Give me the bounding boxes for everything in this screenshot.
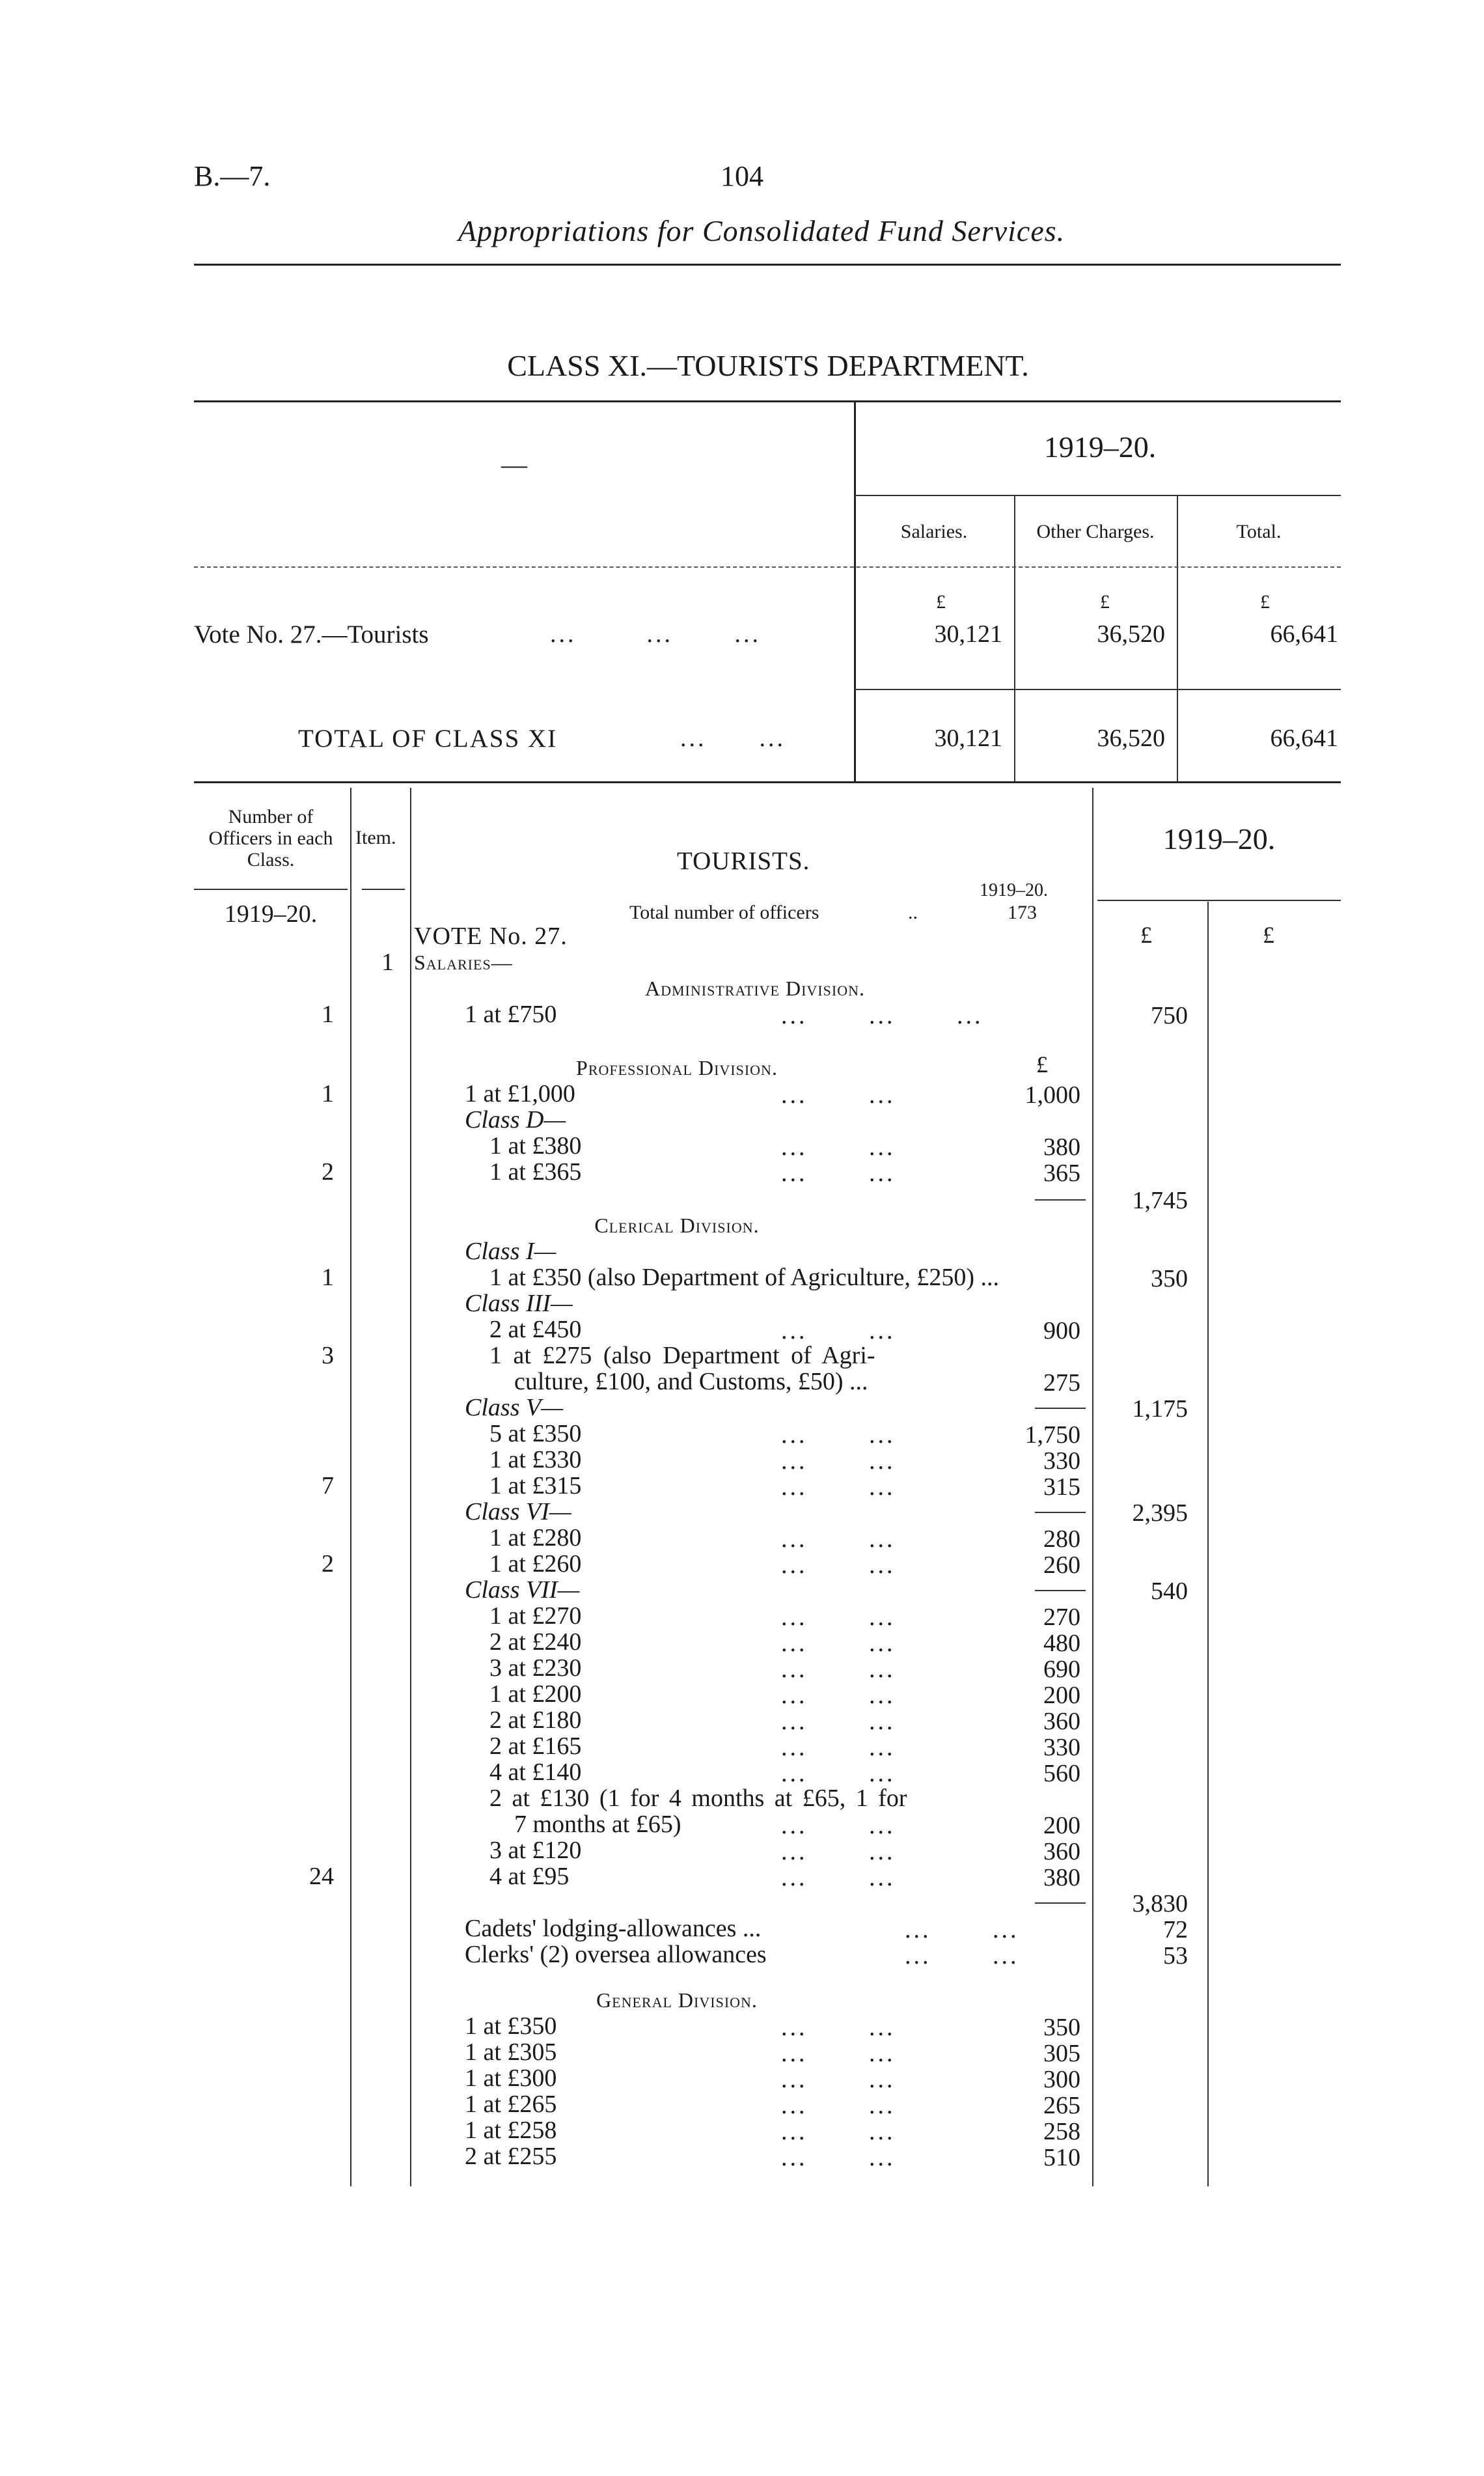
salary-amount: 365	[1043, 1160, 1080, 1187]
leader-dots: ... ...	[781, 1630, 896, 1657]
leader-dots: ... ...	[905, 1942, 1019, 1969]
officers-year: 1919–20.	[224, 900, 318, 928]
total-label: TOTAL OF CLASS XI	[298, 725, 558, 753]
pound-sign: £	[936, 591, 946, 613]
salary-line: 1 at £750	[465, 1001, 557, 1028]
salary-amount: 350	[1043, 2014, 1080, 2041]
leader-dots: ... ...	[680, 725, 786, 752]
pound-sign: £	[1036, 1051, 1048, 1078]
col-officers: Number of Officers in each Class.	[208, 806, 333, 870]
salary-amount: 200	[1043, 1682, 1080, 1709]
officers-col-rule	[350, 788, 351, 2186]
salary-line: 2 at £255	[465, 2143, 557, 2170]
leader-dots: ... ...	[781, 1551, 896, 1579]
salary-amount: 258	[1043, 2118, 1080, 2145]
salary-amount: 900	[1043, 1317, 1080, 1344]
leader-dots: ... ... ...	[550, 620, 761, 648]
leader-dots: ... ...	[781, 1421, 896, 1449]
salaries-heading: Salaries—	[414, 951, 513, 974]
salary-line: 1 at £265	[465, 2091, 557, 2118]
document-code: B.—7.	[194, 160, 271, 192]
leader-dots: ... ...	[781, 1317, 896, 1344]
leader-dots: ... ...	[781, 2014, 896, 2041]
item-number: 1	[381, 949, 394, 976]
leader-dots: ... ...	[781, 2118, 896, 2145]
col-total: Total.	[1236, 521, 1282, 542]
salary-line: 1 at £350 (also Department of Agriculture, £250) ...	[489, 1264, 1000, 1291]
salary-line: 4 at £140	[489, 1759, 582, 1786]
salary-subtotal: 1,745	[1132, 1187, 1188, 1214]
salary-amount: 265	[1043, 2092, 1080, 2119]
col-item: Item.	[355, 827, 396, 848]
salary-amount: 480	[1043, 1630, 1080, 1657]
salary-line: 2 at £130 (1 for 4 months at £65, 1 for	[489, 1785, 907, 1812]
leader-dots: ... ...	[781, 1708, 896, 1735]
col-salaries: Salaries.	[900, 521, 968, 542]
salary-amount: 270	[1043, 1604, 1080, 1631]
total-other: 36,520	[1097, 725, 1165, 752]
salary-line: 1 at £330	[489, 1446, 582, 1473]
leader-dots: ... ...	[781, 1081, 896, 1109]
right-year: 1919–20.	[1162, 822, 1276, 855]
class-label: Class VII—	[465, 1576, 580, 1604]
salary-amount: 300	[1043, 2066, 1080, 2093]
class-label: Class VI—	[465, 1498, 571, 1525]
officer-count: 1	[322, 1001, 334, 1028]
salary-amount: 200	[1043, 1812, 1080, 1839]
officer-count: 1	[322, 1080, 334, 1107]
page-number: 104	[721, 160, 763, 192]
allowance-line: Clerks' (2) oversea allowances	[465, 1941, 767, 1968]
summary-divider	[854, 400, 856, 781]
class-label: Class D—	[465, 1106, 566, 1134]
leader-dots: ..	[908, 902, 918, 923]
salary-line: 4 at £95	[489, 1863, 570, 1890]
salary-line: 1 at £380	[489, 1132, 582, 1160]
salary-amount: 380	[1043, 1134, 1080, 1161]
salary-line: 2 at £165	[489, 1732, 582, 1760]
summary-dash: —	[501, 450, 527, 479]
salary-line: 1 at £258	[465, 2117, 557, 2144]
salary-subtotal: 350	[1151, 1265, 1188, 1292]
salary-amount: 560	[1043, 1760, 1080, 1787]
summary-year-rule	[854, 495, 1341, 496]
leader-dots: ... ...	[781, 2066, 896, 2093]
total-salaries: 30,121	[934, 725, 1002, 752]
salary-subtotal: 750	[1151, 1002, 1188, 1029]
salary-line: 1 at £280	[489, 1524, 582, 1551]
total-total: 66,641	[1270, 725, 1338, 752]
clerical-heading: Clerical Division.	[594, 1214, 760, 1237]
leader-dots: ... ...	[781, 1160, 896, 1187]
salary-amount: 690	[1043, 1656, 1080, 1683]
sum-rule	[1035, 1512, 1086, 1513]
salary-line: 2 at £180	[489, 1706, 582, 1734]
salary-line: 1 at £300	[465, 2065, 557, 2092]
salary-subtotal: 1,175	[1132, 1395, 1188, 1423]
salary-amount: 510	[1043, 2144, 1080, 2171]
vote-heading: VOTE No. 27.	[414, 923, 568, 950]
officer-count: 24	[309, 1863, 334, 1890]
salary-amount: 280	[1043, 1525, 1080, 1553]
sum-rule	[1035, 1902, 1086, 1904]
salary-line: 1 at £275 (also Department of Agri-	[489, 1342, 875, 1369]
salary-amount: 360	[1043, 1838, 1080, 1865]
salary-line: 3 at £230	[489, 1654, 582, 1682]
pound-sign: £	[1100, 591, 1110, 613]
summary-subtotal-rule	[854, 689, 1341, 690]
leader-dots: ... ...	[781, 1682, 896, 1709]
salary-line: 2 at £240	[489, 1628, 582, 1656]
salary-line: 2 at £450	[489, 1316, 582, 1343]
class-label: Class I—	[465, 1238, 556, 1265]
salary-amount: 315	[1043, 1473, 1080, 1501]
salary-amount: 1,750	[1024, 1421, 1080, 1449]
salary-line: 1 at £305	[465, 2038, 557, 2066]
salary-line: 7 months at £65)	[514, 1811, 681, 1838]
section-title: TOURISTS.	[677, 847, 810, 875]
leader-dots: ... ...	[781, 2092, 896, 2119]
vote-label: Vote No. 27.—Tourists	[194, 620, 429, 648]
pound-sign: £	[1263, 922, 1274, 948]
vote-salaries: 30,121	[934, 620, 1002, 648]
officer-count: 2	[322, 1550, 334, 1578]
officer-count: 2	[322, 1158, 334, 1186]
officer-count: 3	[322, 1342, 334, 1369]
salary-amount: 360	[1043, 1708, 1080, 1735]
sum-rule	[1035, 1590, 1086, 1591]
salary-subtotal: 3,830	[1132, 1890, 1188, 1917]
summary-year: 1919–20.	[1043, 430, 1157, 464]
officer-count: 7	[322, 1472, 334, 1499]
salary-subtotal: 72	[1163, 1916, 1188, 1943]
officers-head-rule	[194, 889, 348, 890]
leader-dots: ... ... ...	[781, 1002, 983, 1029]
leader-dots: ... ...	[781, 1447, 896, 1475]
leader-dots: ... ...	[781, 1760, 896, 1787]
salary-amount: 1,000	[1024, 1081, 1080, 1109]
salary-line: 1 at £365	[489, 1158, 582, 1186]
leader-dots: ... ...	[781, 1734, 896, 1761]
total-officers-label: Total number of officers	[629, 902, 819, 923]
class-label: Class V—	[465, 1394, 563, 1421]
item-head-rule	[362, 889, 405, 890]
salary-amount: 380	[1043, 1864, 1080, 1891]
leader-dots: ... ...	[781, 1864, 896, 1891]
total-officers-value: 173	[1008, 902, 1037, 923]
sum-rule	[1035, 1199, 1086, 1201]
leader-dots: ... ...	[781, 1656, 896, 1683]
admin-heading: Administrative Division.	[645, 977, 865, 1000]
salary-subtotal: 2,395	[1132, 1499, 1188, 1527]
salary-line: 3 at £120	[489, 1837, 582, 1864]
total-officers-year: 1919–20.	[980, 880, 1048, 900]
pound-sign: £	[1260, 591, 1270, 613]
general-heading: General Division.	[596, 1988, 758, 2012]
salary-amount: 305	[1043, 2040, 1080, 2067]
officer-count: 1	[322, 1264, 334, 1291]
leader-dots: ... ...	[781, 2144, 896, 2171]
subtotal-col-rule	[1207, 902, 1209, 2186]
col-other-charges: Other Charges.	[1036, 521, 1155, 542]
page-title: Appropriations for Consolidated Fund Services.	[458, 214, 1065, 247]
vote-total: 66,641	[1270, 620, 1338, 648]
salary-line: 1 at £270	[489, 1602, 582, 1630]
item-col-rule	[410, 788, 411, 2186]
allowance-line: Cadets' lodging-allowances ...	[465, 1915, 762, 1942]
salary-amount: 260	[1043, 1551, 1080, 1579]
summary-bottom-rule	[194, 781, 1341, 783]
class-label: Class III—	[465, 1290, 573, 1317]
salary-line: 1 at £200	[489, 1680, 582, 1708]
leader-dots: ... ...	[905, 1916, 1019, 1943]
leader-dots: ... ...	[781, 1525, 896, 1553]
salary-line: 5 at £350	[489, 1420, 582, 1447]
leader-dots: ... ...	[781, 1134, 896, 1161]
salary-line: culture, £100, and Customs, £50) ...	[514, 1368, 868, 1395]
salary-line: 1 at £315	[489, 1472, 582, 1499]
leader-dots: ... ...	[781, 1604, 896, 1631]
summary-dashed-rule	[194, 566, 1341, 568]
salary-line: 1 at £1,000	[465, 1080, 575, 1107]
salary-subtotal: 540	[1151, 1578, 1188, 1605]
class-heading: CLASS XI.—TOURISTS DEPARTMENT.	[507, 349, 1029, 382]
leader-dots: ... ...	[781, 1812, 896, 1839]
salary-amount: 275	[1043, 1369, 1080, 1397]
summary-top-rule	[194, 400, 1341, 402]
salary-line: 1 at £260	[489, 1550, 582, 1578]
leader-dots: ... ...	[781, 2040, 896, 2067]
salary-subtotal: 53	[1163, 1942, 1188, 1969]
professional-heading: Professional Division.	[576, 1056, 778, 1079]
header-rule	[194, 264, 1341, 266]
salary-amount: 330	[1043, 1734, 1080, 1761]
salary-amount: 330	[1043, 1447, 1080, 1475]
pound-sign: £	[1140, 922, 1152, 948]
right-year-rule	[1097, 900, 1341, 901]
leader-dots: ... ...	[781, 1838, 896, 1865]
salary-line: 1 at £350	[465, 2012, 557, 2040]
sum-rule	[1035, 1408, 1086, 1409]
vote-other: 36,520	[1097, 620, 1165, 648]
leader-dots: ... ...	[781, 1473, 896, 1501]
